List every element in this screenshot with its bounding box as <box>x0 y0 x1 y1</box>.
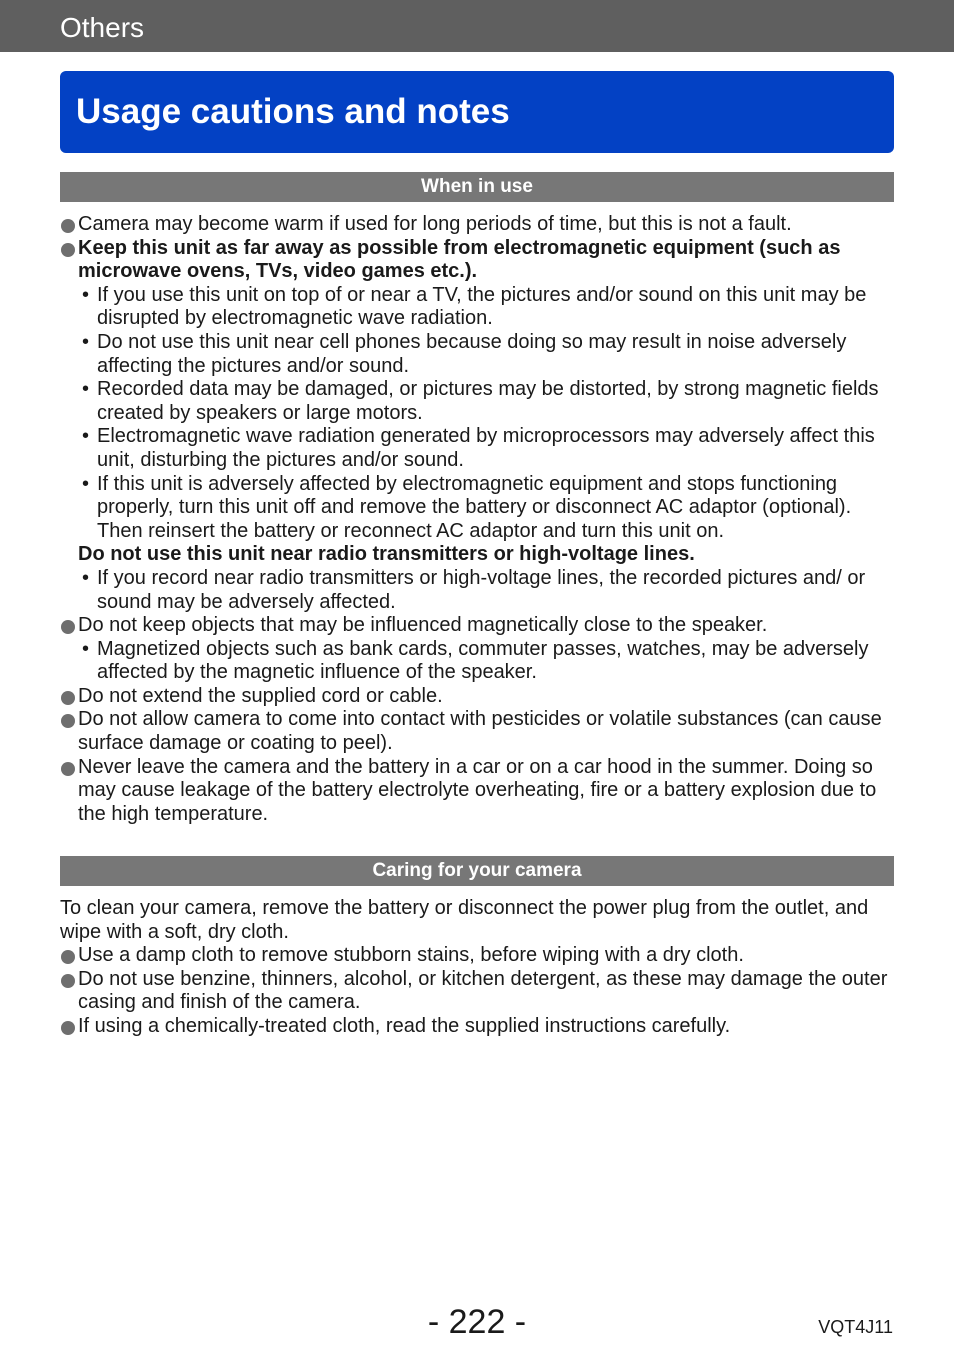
list-item: Do not keep objects that may be influenced magnetically close to the speaker. <box>60 614 894 638</box>
sub-list-item: • If you record near radio transmitters or high-voltage lines, the recorded pictures and/ or sound may be adversely affected. <box>82 566 866 613</box>
bullet-icon <box>61 691 75 705</box>
sub-bullet-icon: • <box>82 566 90 589</box>
bullet-icon <box>61 1021 75 1035</box>
bullet-icon <box>61 243 75 257</box>
section-heading-caring: Caring for your camera <box>60 856 894 886</box>
section-caring <box>60 897 894 1039</box>
warning-line: Do not use this unit near radio transmitters or high-voltage lines. <box>78 543 695 566</box>
list-item: Do not extend the supplied cord or cable. <box>60 685 894 709</box>
sub-bullet-icon: • <box>82 425 90 448</box>
list-item: Keep this unit as far away as possible from electromagnetic equipment (such as microwave ovens, TVs, video games etc.). <box>60 237 894 284</box>
sub-bullet-icon: • <box>82 330 90 353</box>
top-bar <box>0 0 954 52</box>
bullet-icon <box>61 219 75 233</box>
list-item: Do not use benzine, thinners, alcohol, or kitchen detergent, as these may damage the outer casing and finish of the camera. <box>60 968 894 1015</box>
section-heading-when-in-use: When in use <box>60 172 894 202</box>
sub-list-item: • Magnetized objects such as bank cards, commuter passes, watches, may be adversely affected by the magnetic influence of the speaker. <box>82 637 869 684</box>
bullet-icon <box>61 950 75 964</box>
sub-list-item: • Do not use this unit near cell phones because doing so may result in noise adversely affecting the pictures and/or sound. <box>82 330 847 377</box>
sub-bullet-icon: • <box>82 378 90 401</box>
sub-bullet-icon: • <box>82 283 90 306</box>
sub-bullet-icon: • <box>82 637 90 660</box>
bullet-icon <box>61 762 75 776</box>
bullet-icon <box>61 714 75 728</box>
section-when-in-use <box>60 213 894 826</box>
bullet-icon <box>61 620 75 634</box>
list-item: Do not allow camera to come into contact with pesticides or volatile substances (can cause surface damage or coating to peel). <box>60 708 894 755</box>
title-banner <box>60 71 894 153</box>
list-item: If using a chemically-treated cloth, read the supplied instructions carefully. <box>60 1015 894 1039</box>
bullet-icon <box>61 974 75 988</box>
sub-list-item: • If you use this unit on top of or near a TV, the pictures and/or sound on this unit may be disrupted by electromagnetic wave radiation. <box>82 283 867 330</box>
document-id: VQT4J11 <box>818 1317 893 1337</box>
list-item: Use a damp cloth to remove stubborn stains, before wiping with a dry cloth. <box>60 944 894 968</box>
sub-list-item: • Electromagnetic wave radiation generated by microprocessors may adversely affect this unit, disturbing the pictures and/or sound. <box>82 425 875 471</box>
page-number: - 222 - <box>427 1303 527 1341</box>
list-item: Camera may become warm if used for long periods of time, but this is not a fault. <box>60 213 894 237</box>
section-label: Others <box>60 12 145 43</box>
list-item: Never leave the camera and the battery in a car or on a car hood in the summer. Doing so may cause leakage of the battery electrolyte overheating, fire or a battery explosion due to the high temperature. <box>60 756 894 827</box>
sub-list-item: • Recorded data may be damaged, or pictures may be distorted, by strong magnetic fields created by speakers or large motors. <box>82 378 879 424</box>
page-title: Usage cautions and notes <box>76 92 510 131</box>
sub-list-item: • If this unit is adversely affected by electromagnetic equipment and stops functioning properly, turn this unit off and remove the battery or disconnect AC adaptor (optional). Then reinsert the battery or reconnect AC adaptor and turn this unit on. <box>82 472 852 542</box>
sub-bullet-icon: • <box>82 472 90 495</box>
intro-paragraph: To clean your camera, remove the battery or disconnect the power plug from the outlet, and wipe with a soft, dry cloth. <box>60 897 869 943</box>
